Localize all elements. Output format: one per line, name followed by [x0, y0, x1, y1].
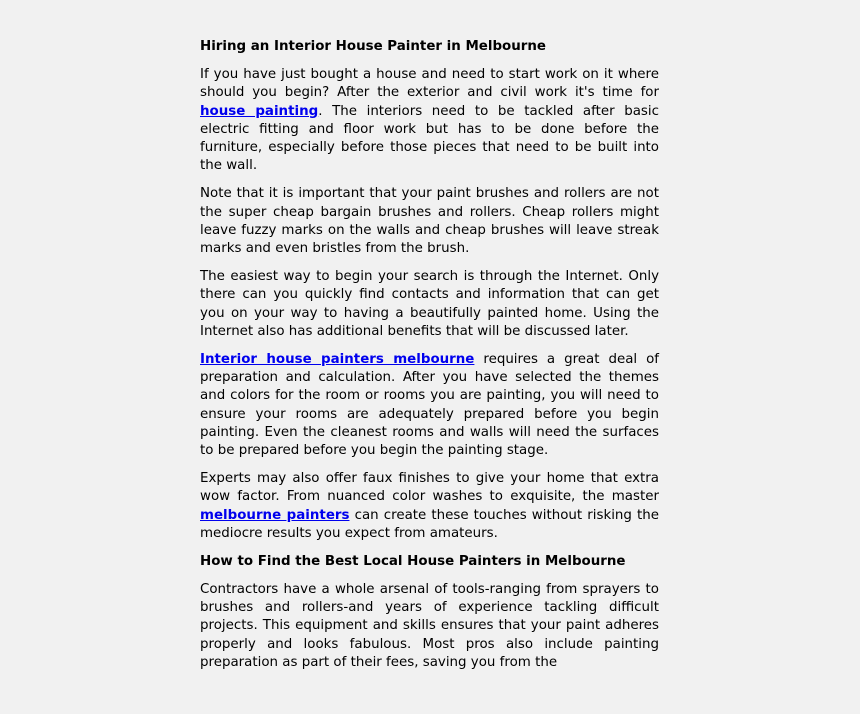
- paragraph-experts: [200, 470, 659, 543]
- paragraph-internet: The easiest way to begin your search is through the Internet. Only there can you quickly find contacts and information that can get you on your way to having a beautifully painted home. Using the Internet also has additional benefits that will be discussed later.: [200, 268, 659, 339]
- paragraph-text: requires a great deal of preparation and calculation. After you have selected the themes and colors for the room or rooms you are painting, you will need to ensure your rooms are adequately prepared before you begin painting. Even the cleanest rooms and walls will need the surfaces to be prepared before you begin the painting stage.: [200, 351, 660, 459]
- house-painting-link[interactable]: house painting: [200, 103, 319, 119]
- article: [200, 38, 659, 682]
- interior-painters-link[interactable]: Interior house painters melbourne: [200, 351, 475, 367]
- paragraph-brushes: Note that it is important that your paint brushes and rollers are not the super cheap bargain brushes and rollers. Cheap rollers might leave fuzzy marks on the walls and cheap brushes will leave streak marks and even bristles from the brush.: [200, 186, 659, 257]
- paragraph-text: . The interiors need to be tackled after basic electric fitting and floor work but has to be done before the furniture, especially before those pieces that need to be built into the wall.: [200, 103, 659, 174]
- article-heading: Hiring an Interior House Painter in Melbourne: [200, 39, 546, 54]
- paragraph-text: can create these touches without risking the mediocre results you expect from amateurs.: [200, 507, 659, 541]
- paragraph-contractors: Contractors have a whole arsenal of tools-ranging from sprayers to brushes and rollers-and years of experience tackling difficult projects. This equipment and skills ensures that your paint adheres properly and looks fabulous. Most pros also include painting preparation as part of their fees, saving you from the: [200, 581, 659, 670]
- section-heading: How to Find the Best Local House Painters in Melbourne: [200, 553, 626, 569]
- paragraph-intro: [200, 66, 659, 176]
- paragraph-text: If you have just bought a house and need to start work on it where should you begin? After the exterior and civil work it's time for: [200, 67, 659, 101]
- melbourne-painters-link[interactable]: melbourne painters: [200, 507, 350, 523]
- paragraph-text: Experts may also offer faux finishes to give your home that extra wow factor. From nuanced color washes to exquisite, the master: [200, 470, 659, 505]
- paragraph-preparation: [200, 351, 659, 461]
